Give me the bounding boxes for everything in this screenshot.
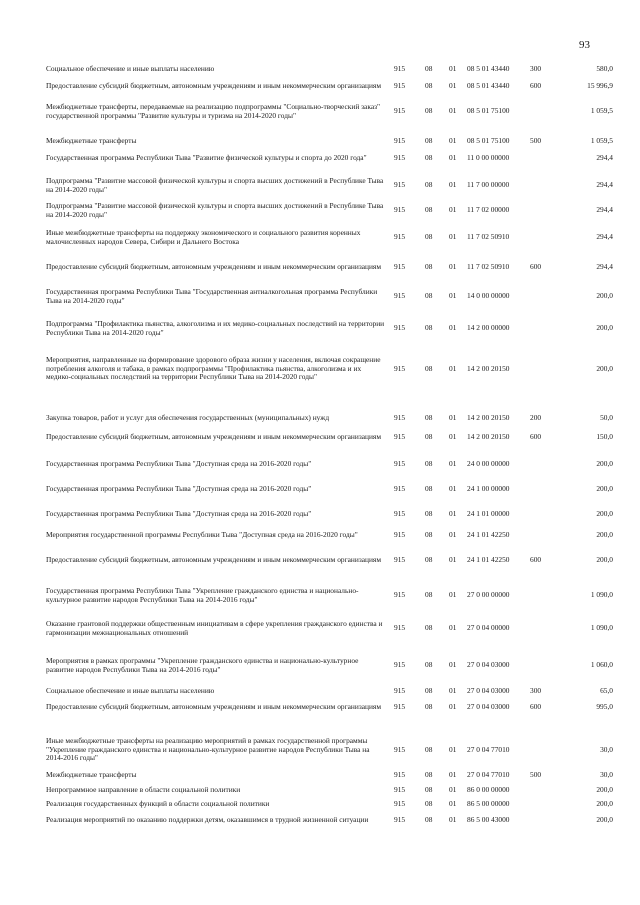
section-code: 08 <box>425 623 433 632</box>
expense-type-code: 500 <box>530 770 542 779</box>
subsection-code: 01 <box>449 180 457 189</box>
amount: 65,0 <box>600 686 613 695</box>
amount: 1 090,0 <box>590 590 613 599</box>
amount: 995,0 <box>596 702 613 711</box>
subsection-code: 01 <box>449 484 457 493</box>
row-name: Государственная программа Республики Тыва "Укрепление гражданского единства и национально-культурное развитие народов Республики Тыва на 2014-2016 годы" <box>46 586 359 604</box>
subsection-code: 01 <box>449 799 457 808</box>
target-article-code: 24 1 00 00000 <box>467 484 510 493</box>
subsection-code: 01 <box>449 432 457 441</box>
subsection-code: 01 <box>449 785 457 794</box>
ved-code: 915 <box>394 64 406 73</box>
row-name: Государственная программа Республики Тыва "Доступная среда на 2016-2020 годы" <box>46 509 312 518</box>
subsection-code: 01 <box>449 590 457 599</box>
amount: 30,0 <box>600 744 613 754</box>
ved-code: 915 <box>394 484 406 493</box>
row-name: Предоставление субсидий бюджетным, автономным учреждениям и иным некоммерческим организациям <box>46 702 382 711</box>
section-code: 08 <box>425 530 433 539</box>
amount: 200,0 <box>596 484 613 493</box>
amount: 294,4 <box>596 262 613 271</box>
amount: 294,4 <box>596 153 613 162</box>
ved-code: 915 <box>394 623 406 632</box>
subsection-code: 01 <box>449 291 457 300</box>
subsection-code: 01 <box>449 702 457 711</box>
target-article-code: 08 5 01 75100 <box>467 136 510 145</box>
row-name: Реализация мероприятий по оказанию поддержки детям, оказавшимся в трудной жизненной ситуации <box>46 815 369 824</box>
section-code: 08 <box>425 232 433 241</box>
target-article-code: 27 0 04 03000 <box>467 660 510 669</box>
row-name: Подпрограмма "Профилактика пьянства, алкоголизма и их медико-социальных последствий на территории Республики Тыва на 2014-2020 годы" <box>46 319 385 337</box>
target-article-code: 11 7 02 00000 <box>467 205 510 214</box>
expense-type-code: 500 <box>530 136 542 145</box>
subsection-code: 01 <box>449 323 457 332</box>
target-article-code: 11 0 00 00000 <box>467 153 510 162</box>
ved-code: 915 <box>394 413 406 422</box>
amount: 1 059,5 <box>590 106 613 115</box>
target-article-code: 14 2 00 20150 <box>467 363 510 373</box>
amount: 200,0 <box>596 363 613 373</box>
ved-code: 915 <box>394 432 406 441</box>
target-article-code: 27 0 04 03000 <box>467 686 510 695</box>
row-name: Мероприятия государственной программы Республики Тыва "Доступная среда на 2016-2020 годы" <box>46 530 358 539</box>
row-name: Государственная программа Республики Тыва "Развитие физической культуры и спорта до 2020 года" <box>46 153 367 162</box>
target-article-code: 08 5 01 43440 <box>467 64 510 73</box>
subsection-code: 01 <box>449 64 457 73</box>
expense-type-code: 200 <box>530 413 542 422</box>
amount: 200,0 <box>596 799 613 808</box>
target-article-code: 27 0 04 00000 <box>467 623 510 632</box>
amount: 200,0 <box>596 323 613 332</box>
row-name: Предоставление субсидий бюджетным, автономным учреждениям и иным некоммерческим организациям <box>46 81 382 90</box>
amount: 200,0 <box>596 509 613 518</box>
amount: 50,0 <box>600 413 613 422</box>
amount: 200,0 <box>596 815 613 824</box>
ved-code: 915 <box>394 530 406 539</box>
section-code: 08 <box>425 262 433 271</box>
row-name: Иные межбюджетные трансферты на поддержку экономического и социального развития коренных малочисленных народов Севера, Сибири и Дальнего Востока <box>46 228 361 246</box>
subsection-code: 01 <box>449 815 457 824</box>
page-number: 93 <box>579 39 590 51</box>
subsection-code: 01 <box>449 686 457 695</box>
section-code: 08 <box>425 799 433 808</box>
target-article-code: 11 7 02 50910 <box>467 262 510 271</box>
subsection-code: 01 <box>449 770 457 779</box>
subsection-code: 01 <box>449 153 457 162</box>
section-code: 08 <box>425 136 433 145</box>
target-article-code: 14 0 00 00000 <box>467 291 510 300</box>
subsection-code: 01 <box>449 136 457 145</box>
section-code: 08 <box>425 484 433 493</box>
subsection-code: 01 <box>449 413 457 422</box>
expense-type-code: 600 <box>530 702 542 711</box>
ved-code: 915 <box>394 660 406 669</box>
target-article-code: 27 0 04 77010 <box>467 770 510 779</box>
ved-code: 915 <box>394 363 406 373</box>
section-code: 08 <box>425 432 433 441</box>
expense-type-code: 300 <box>530 686 542 695</box>
ved-code: 915 <box>394 180 406 189</box>
target-article-code: 27 0 04 03000 <box>467 702 510 711</box>
target-article-code: 14 2 00 00000 <box>467 323 510 332</box>
ved-code: 915 <box>394 815 406 824</box>
target-article-code: 08 5 01 75100 <box>467 106 510 115</box>
row-name: Непрограммное направление в области социальной политики <box>46 785 241 794</box>
ved-code: 915 <box>394 785 406 794</box>
target-article-code: 24 0 00 00000 <box>467 459 510 468</box>
ved-code: 915 <box>394 799 406 808</box>
subsection-code: 01 <box>449 555 457 564</box>
section-code: 08 <box>425 660 433 669</box>
section-code: 08 <box>425 702 433 711</box>
section-code: 08 <box>425 590 433 599</box>
amount: 200,0 <box>596 555 613 564</box>
ved-code: 915 <box>394 136 406 145</box>
row-name: Государственная программа Республики Тыва "Доступная среда на 2016-2020 годы" <box>46 459 312 468</box>
target-article-code: 14 2 00 20150 <box>467 432 510 441</box>
amount: 15 996,9 <box>587 81 613 90</box>
section-code: 08 <box>425 205 433 214</box>
row-name: Межбюджетные трансферты <box>46 770 137 779</box>
expense-type-code: 600 <box>530 432 542 441</box>
row-name: Оказание грантовой поддержки общественным инициативам в сфере укрепления гражданского единства и гармонизации межнациональных отношений <box>46 619 383 637</box>
subsection-code: 01 <box>449 363 457 373</box>
subsection-code: 01 <box>449 660 457 669</box>
target-article-code: 11 7 00 00000 <box>467 180 510 189</box>
ved-code: 915 <box>394 590 406 599</box>
section-code: 08 <box>425 744 433 754</box>
amount: 294,4 <box>596 232 613 241</box>
row-name: Реализация государственных функций в области социальной политики <box>46 799 270 808</box>
row-name: Закупка товаров, работ и услуг для обеспечения государственных (муниципальных) нужд <box>46 413 330 422</box>
section-code: 08 <box>425 81 433 90</box>
ved-code: 915 <box>394 509 406 518</box>
target-article-code: 14 2 00 20150 <box>467 413 510 422</box>
section-code: 08 <box>425 815 433 824</box>
section-code: 08 <box>425 363 433 373</box>
ved-code: 915 <box>394 770 406 779</box>
subsection-code: 01 <box>449 530 457 539</box>
section-code: 08 <box>425 64 433 73</box>
target-article-code: 11 7 02 50910 <box>467 232 510 241</box>
target-article-code: 24 1 01 42250 <box>467 555 510 564</box>
subsection-code: 01 <box>449 232 457 241</box>
amount: 200,0 <box>596 785 613 794</box>
target-article-code: 24 1 01 42250 <box>467 530 510 539</box>
ved-code: 915 <box>394 686 406 695</box>
subsection-code: 01 <box>449 744 457 754</box>
expense-type-code: 300 <box>530 64 542 73</box>
amount: 294,4 <box>596 205 613 214</box>
subsection-code: 01 <box>449 459 457 468</box>
amount: 30,0 <box>600 770 613 779</box>
subsection-code: 01 <box>449 623 457 632</box>
row-name: Предоставление субсидий бюджетным, автономным учреждениям и иным некоммерческим организациям <box>46 432 382 441</box>
section-code: 08 <box>425 180 433 189</box>
target-article-code: 24 1 01 00000 <box>467 509 510 518</box>
amount: 1 059,5 <box>590 136 613 145</box>
target-article-code: 86 0 00 00000 <box>467 785 510 794</box>
section-code: 08 <box>425 106 433 115</box>
ved-code: 915 <box>394 555 406 564</box>
expense-type-code: 600 <box>530 555 542 564</box>
row-name: Социальное обеспечение и иные выплаты населению <box>46 686 215 695</box>
subsection-code: 01 <box>449 262 457 271</box>
target-article-code: 08 5 01 43440 <box>467 81 510 90</box>
section-code: 08 <box>425 509 433 518</box>
row-name: Иные межбюджетные трансферты на реализацию мероприятий в рамках государственной программы "Укрепление гражданского единства и национально-культурное развитие народов Республики Тыва на 2014-2016 годы" <box>46 736 370 763</box>
ved-code: 915 <box>394 205 406 214</box>
target-article-code: 86 5 00 43000 <box>467 815 510 824</box>
ved-code: 915 <box>394 106 406 115</box>
amount: 1 090,0 <box>590 623 613 632</box>
target-article-code: 27 0 00 00000 <box>467 590 510 599</box>
row-name: Социальное обеспечение и иные выплаты населению <box>46 64 215 73</box>
amount: 294,4 <box>596 180 613 189</box>
subsection-code: 01 <box>449 205 457 214</box>
ved-code: 915 <box>394 291 406 300</box>
section-code: 08 <box>425 785 433 794</box>
expense-type-code: 600 <box>530 262 542 271</box>
row-name: Мероприятия в рамках программы "Укрепление гражданского единства и национально-культурное развитие народов Республики Тыва на 2014-2016 годы" <box>46 656 359 674</box>
amount: 200,0 <box>596 459 613 468</box>
subsection-code: 01 <box>449 106 457 115</box>
section-code: 08 <box>425 686 433 695</box>
section-code: 08 <box>425 153 433 162</box>
target-article-code: 27 0 04 77010 <box>467 744 510 754</box>
ved-code: 915 <box>394 323 406 332</box>
ved-code: 915 <box>394 459 406 468</box>
section-code: 08 <box>425 770 433 779</box>
amount: 150,0 <box>596 432 613 441</box>
ved-code: 915 <box>394 744 406 754</box>
row-name: Предоставление субсидий бюджетным, автономным учреждениям и иным некоммерческим организациям <box>46 262 382 271</box>
amount: 580,0 <box>596 64 613 73</box>
row-name: Подпрограмма "Развитие массовой физической культуры и спорта высших достижений в Республике Тыва на 2014-2020 годы" <box>46 176 384 194</box>
section-code: 08 <box>425 291 433 300</box>
section-code: 08 <box>425 555 433 564</box>
row-name: Подпрограмма "Развитие массовой физической культуры и спорта высших достижений в Республике Тыва на 2014-2020 годы" <box>46 201 384 219</box>
amount: 200,0 <box>596 530 613 539</box>
row-name: Предоставление субсидий бюджетным, автономным учреждениям и иным некоммерческим организациям <box>46 555 382 564</box>
ved-code: 915 <box>394 153 406 162</box>
target-article-code: 86 5 00 00000 <box>467 799 510 808</box>
row-name: Государственная программа Республики Тыва "Доступная среда на 2016-2020 годы" <box>46 484 312 493</box>
subsection-code: 01 <box>449 509 457 518</box>
amount: 200,0 <box>596 291 613 300</box>
ved-code: 915 <box>394 702 406 711</box>
ved-code: 915 <box>394 81 406 90</box>
amount: 1 060,0 <box>590 660 613 669</box>
subsection-code: 01 <box>449 81 457 90</box>
row-name: Межбюджетные трансферты <box>46 136 137 145</box>
row-name: Мероприятия, направленные на формирование здорового образа жизни у населения, включая сокращение потребления алкоголя и табака, в рамках подпрограммы "Профилактика пьянства, алкоголизма и их медико-социальных последствий на территории Республики Тыва на 2014-2020 годы" <box>46 355 381 382</box>
ved-code: 915 <box>394 232 406 241</box>
ved-code: 915 <box>394 262 406 271</box>
section-code: 08 <box>425 323 433 332</box>
row-name: Межбюджетные трансферты, передаваемые на реализацию подпрограммы "Социально-творческий заказ" государственной программы "Развитие культуры и туризма на 2014-2020 годы" <box>46 102 381 120</box>
section-code: 08 <box>425 413 433 422</box>
expense-type-code: 600 <box>530 81 542 90</box>
section-code: 08 <box>425 459 433 468</box>
row-name: Государственная программа Республики Тыва "Государственная антиалкогольная программа Республики Тыва на 2014-2020 годы" <box>46 287 378 305</box>
